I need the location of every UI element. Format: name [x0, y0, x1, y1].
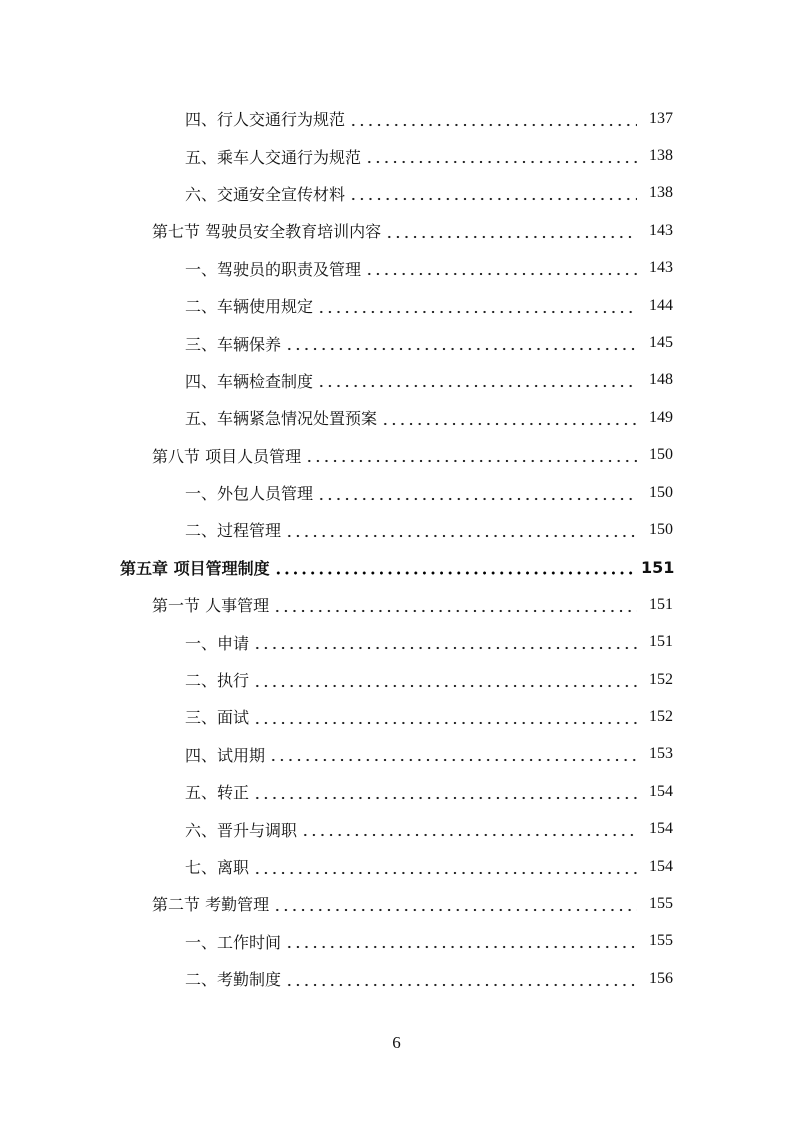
dot-leader: [273, 597, 637, 613]
toc-entry-item[interactable]: [0, 623, 793, 660]
toc-entry-page: 138: [649, 147, 673, 165]
toc-entry-page: 152: [649, 707, 673, 725]
toc-entry-page: 149: [649, 408, 673, 426]
dot-leader: [317, 298, 637, 314]
toc-entry-title: 二、车辆使用规定: [185, 294, 317, 317]
toc-entry-title: 二、考勤制度: [185, 967, 285, 990]
toc-entry-item[interactable]: [0, 698, 793, 735]
toc-entry-item[interactable]: [0, 848, 793, 885]
toc-entry-page: 143: [649, 221, 673, 239]
toc-entry-item[interactable]: [0, 362, 793, 399]
toc-entry-title: 四、行人交通行为规范: [185, 107, 349, 130]
dot-leader: [349, 185, 637, 201]
toc-entry-title: 六、晋升与调职: [185, 818, 301, 841]
dot-leader: [305, 447, 637, 463]
toc-entry-title: 七、离职: [185, 855, 253, 878]
dot-leader: [269, 746, 637, 762]
toc-entry-page: 156: [649, 969, 673, 987]
toc-entry-title: 五、车辆紧急情况处置预案: [185, 406, 381, 429]
toc-entry-item[interactable]: [0, 137, 793, 174]
toc-entry-page: 153: [649, 745, 673, 763]
page-number: 6: [392, 1033, 401, 1052]
toc-entry-title: 二、过程管理: [185, 518, 285, 541]
toc-entry-chapter[interactable]: [0, 549, 793, 586]
toc-entry-title: 二、执行: [185, 668, 253, 691]
toc-entry-page: 148: [649, 371, 673, 389]
toc-entry-item[interactable]: [0, 511, 793, 548]
toc-entry-title: 第二节 考勤管理: [152, 892, 273, 915]
dot-leader: [253, 672, 637, 688]
toc-entry-title: 一、申请: [185, 631, 253, 654]
toc-entry-item[interactable]: [0, 324, 793, 361]
dot-leader: [253, 634, 637, 650]
toc-entry-title: 一、驾驶员的职责及管理: [185, 257, 365, 280]
toc-entry-section[interactable]: [0, 437, 793, 474]
dot-leader: [273, 896, 637, 912]
toc-entry-page: 143: [649, 259, 673, 277]
dot-leader: [385, 223, 637, 239]
toc-entry-page: 151: [641, 557, 675, 577]
toc-entry-page: 150: [649, 483, 673, 501]
dot-leader: [317, 485, 637, 501]
dot-leader: [349, 111, 637, 127]
toc-entry-item[interactable]: [0, 773, 793, 810]
dot-leader: [285, 335, 637, 351]
toc-entry-title: 一、外包人员管理: [185, 481, 317, 504]
toc-entry-item[interactable]: [0, 250, 793, 287]
toc-entry-item[interactable]: [0, 960, 793, 997]
toc-entry-section[interactable]: [0, 212, 793, 249]
toc-entry-title: 四、试用期: [185, 743, 269, 766]
toc-entry-item[interactable]: [0, 923, 793, 960]
toc-entry-item[interactable]: [0, 175, 793, 212]
toc-entry-section[interactable]: [0, 586, 793, 623]
toc-entry-title: 第一节 人事管理: [152, 593, 273, 616]
toc-entry-page: 154: [649, 857, 673, 875]
toc-entry-page: 155: [649, 932, 673, 950]
toc-entry-title: 五、转正: [185, 780, 253, 803]
toc-entry-item[interactable]: [0, 287, 793, 324]
toc-entry-item[interactable]: [0, 736, 793, 773]
toc-entry-page: 151: [649, 595, 673, 613]
dot-leader: [365, 148, 637, 164]
toc-entry-title: 五、乘车人交通行为规范: [185, 145, 365, 168]
toc-entry-title: 一、工作时间: [185, 930, 285, 953]
toc-entry-page: 150: [649, 520, 673, 538]
toc-entry-item[interactable]: [0, 810, 793, 847]
toc-entry-item[interactable]: [0, 661, 793, 698]
dot-leader: [253, 709, 637, 725]
toc-entry-page: 151: [649, 633, 673, 651]
toc-entry-title: 第五章 项目管理制度: [120, 556, 274, 579]
toc-entry-title: 第八节 项目人员管理: [152, 444, 305, 467]
toc-entry-page: 144: [649, 296, 673, 314]
dot-leader: [285, 522, 637, 538]
dot-leader: [285, 933, 637, 949]
toc-entry-title: 三、面试: [185, 705, 253, 728]
toc-entry-title: 四、车辆检查制度: [185, 369, 317, 392]
table-of-contents: [0, 100, 793, 997]
toc-entry-page: 150: [649, 446, 673, 464]
dot-leader: [285, 971, 637, 987]
dot-leader: [253, 784, 637, 800]
toc-entry-item[interactable]: [0, 399, 793, 436]
toc-entry-page: 154: [649, 820, 673, 838]
toc-entry-item[interactable]: [0, 474, 793, 511]
dot-leader: [301, 821, 637, 837]
toc-entry-title: 三、车辆保养: [185, 332, 285, 355]
toc-entry-page: 145: [649, 334, 673, 352]
dot-leader: [365, 260, 637, 276]
toc-entry-page: 155: [649, 894, 673, 912]
toc-entry-section[interactable]: [0, 885, 793, 922]
toc-entry-item[interactable]: [0, 100, 793, 137]
dot-leader: [274, 559, 637, 575]
dot-leader: [317, 372, 637, 388]
toc-entry-page: 138: [649, 184, 673, 202]
dot-leader: [253, 859, 637, 875]
toc-entry-page: 137: [649, 109, 673, 127]
toc-entry-page: 154: [649, 782, 673, 800]
toc-entry-title: 六、交通安全宣传材料: [185, 182, 349, 205]
toc-entry-title: 第七节 驾驶员安全教育培训内容: [152, 219, 385, 242]
toc-entry-page: 152: [649, 670, 673, 688]
dot-leader: [381, 410, 637, 426]
